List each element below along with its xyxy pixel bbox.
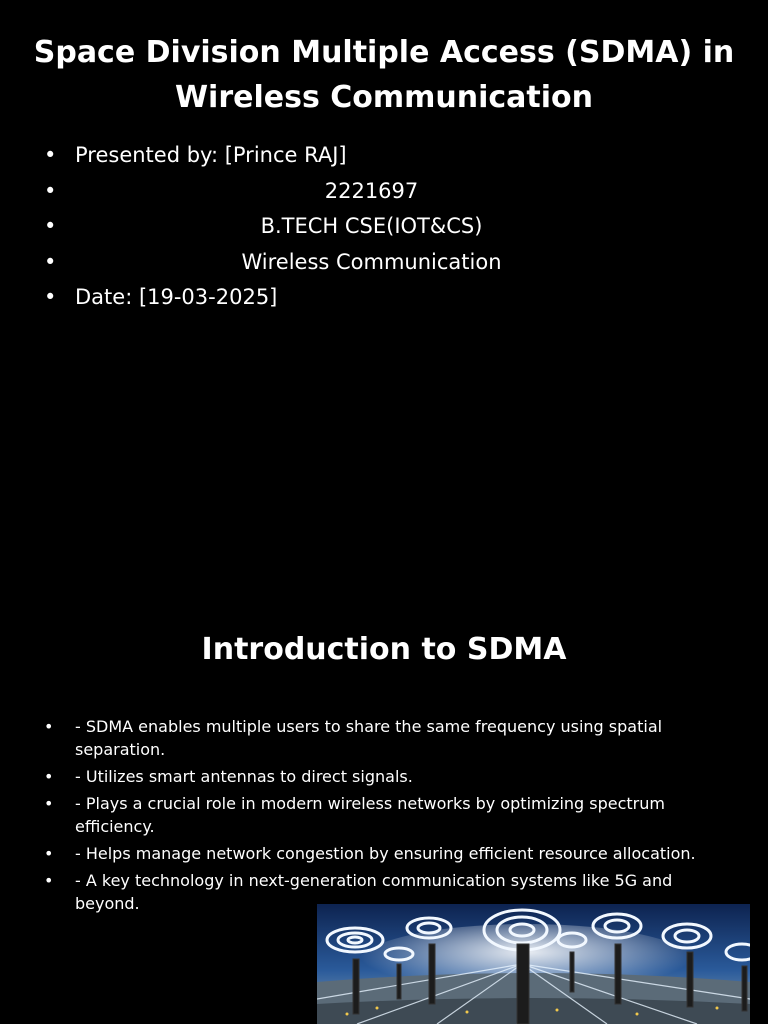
bullet-date: • Date: [19-03-2025] [44,280,728,316]
list-item: • - SDMA enables multiple users to share the same frequency using spatial separation. [44,717,663,759]
bullet-subject: • Wireless Communication [44,245,728,281]
bullet-course: • B.TECH CSE(IOT&CS) [44,209,728,245]
bullet-icon: • [44,285,57,309]
slide-2-title: Introduction to SDMA [201,632,567,667]
bullet-icon: • [44,143,57,167]
bullet-icon: • [44,871,54,890]
sdma-illustration [317,904,750,1024]
list-item: • - Utilizes smart antennas to direct signals. [44,767,413,786]
bullet-icon: • [44,844,54,863]
sdma-network-image [317,904,750,1024]
bullet-roll-number: • 2221697 [44,174,728,210]
bullet-presenter: • Presented by: [Prince RAJ] [44,138,728,174]
slide-1-title: Space Division Multiple Access (SDMA) in Wireless Communication [33,35,735,115]
list-item: • - A key technology in next-generation communication systems like 5G and beyond. [44,871,673,913]
bullet-icon: • [44,249,57,274]
list-item: • - Plays a crucial role in modern wireless networks by optimizing spectrum efficiency. [44,794,665,836]
bullet-icon: • [44,214,57,238]
bullet-icon: • [44,717,54,736]
bullet-icon: • [44,767,54,786]
bullet-icon: • [44,178,57,203]
slide-2 [0,512,768,1024]
slide-1-bullet-list [44,138,728,316]
list-item: • - Helps manage network congestion by ensuring efficient resource allocation. [44,844,696,863]
slide-2-bullet-list [44,715,738,919]
bullet-icon: • [44,794,54,813]
